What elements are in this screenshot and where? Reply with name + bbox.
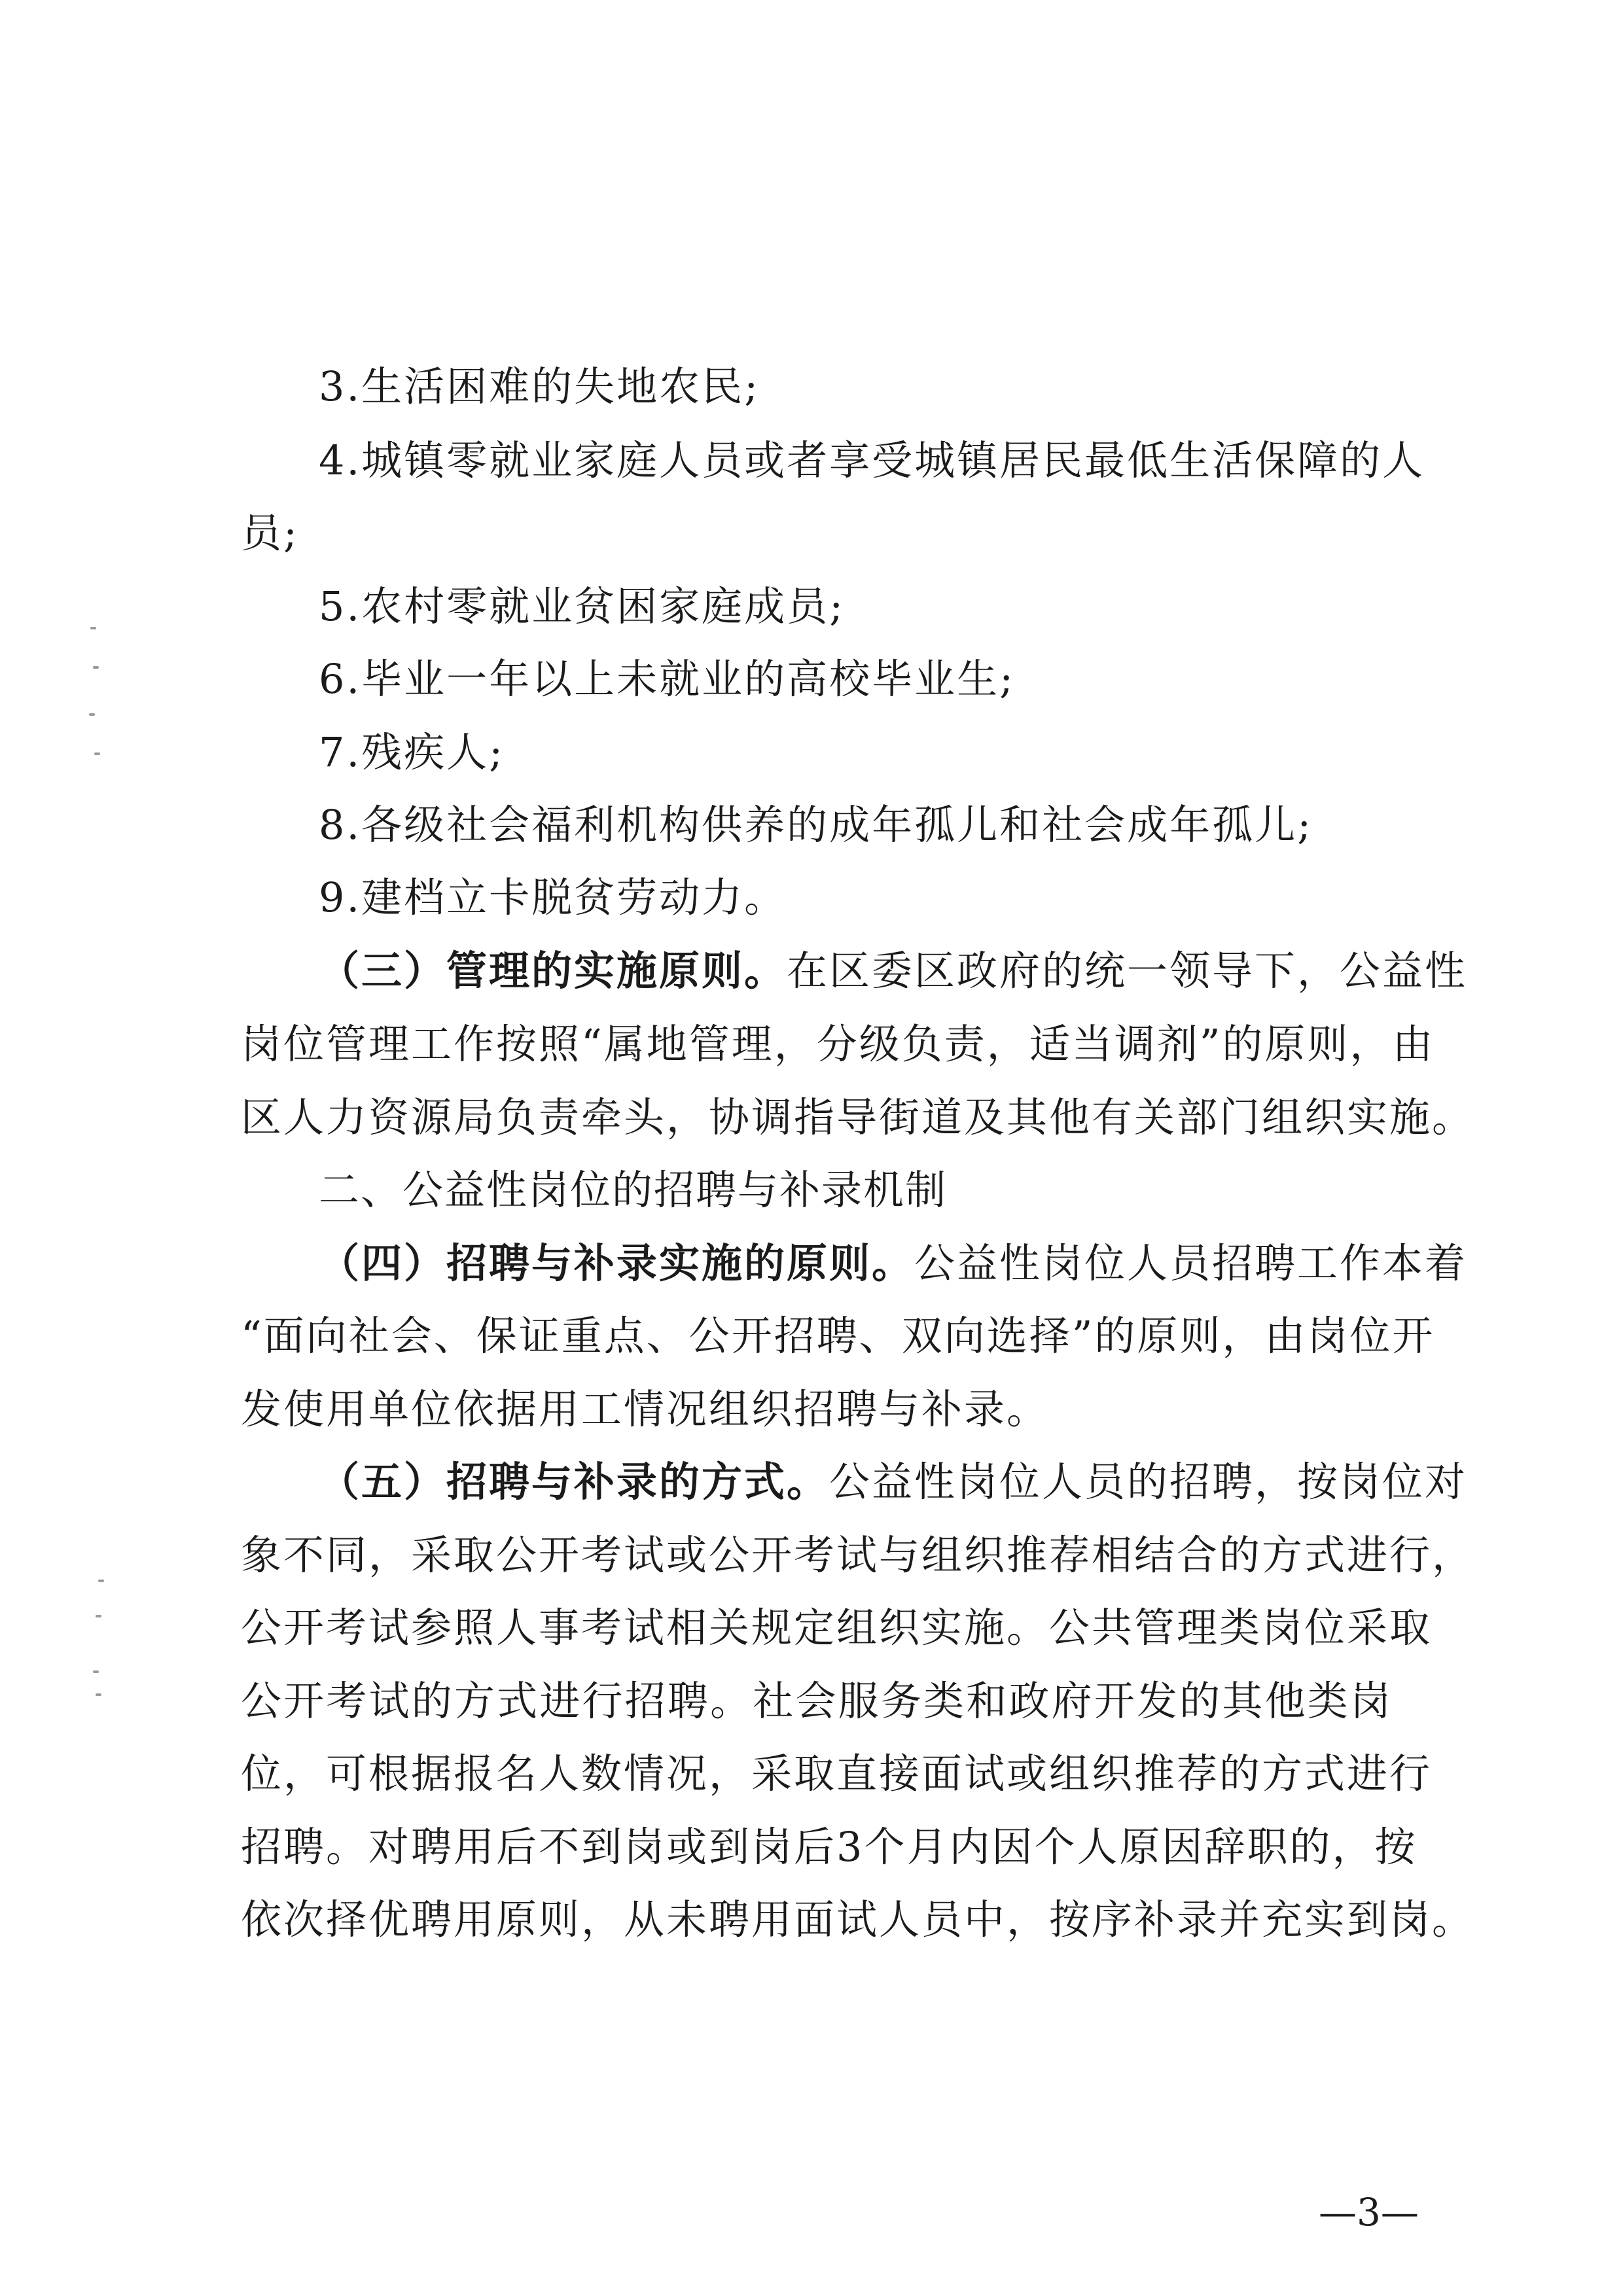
section-heading-2: 二、公益性岗位的招聘与补录机制 <box>319 1166 948 1214</box>
scan-speck <box>90 627 96 629</box>
section-5-line-3: 公开考试参照人事考试相关规定组织实施。公共管理类岗位采取 <box>241 1604 1433 1651</box>
list-item-7: 7.残疾人; <box>319 728 505 776</box>
section-5-line-7: 依次择优聘用原则，从未聘用面试人员中，按序补录并充实到岗。 <box>241 1896 1475 1943</box>
section-5-line-4: 公开考试的方式进行招聘。社会服务类和政府开发的其他类岗 <box>241 1677 1393 1725</box>
scan-speck <box>98 1580 104 1582</box>
list-item-3: 3.生活困难的失地农民; <box>319 362 760 410</box>
section-5-text: 公益性岗位人员的招聘，按岗位对 <box>829 1458 1468 1506</box>
list-item-8: 8.各级社会福利机构供养的成年孤儿和社会成年孤儿; <box>319 801 1313 849</box>
scan-speck <box>96 1615 101 1617</box>
page-number: —3— <box>1319 2190 1419 2234</box>
section-5-title: （五）招聘与补录的方式。 <box>319 1458 830 1506</box>
section-5-line-6: 招聘。对聘用后不到岗或到岗后3个月内因个人原因辞职的，按 <box>241 1823 1418 1871</box>
section-3-title: （三）管理的实施原则。 <box>319 947 787 995</box>
list-item-4-line-1: 4.城镇零就业家庭人员或者享受城镇居民最低生活保障的人 <box>319 436 1425 484</box>
section-4-text: 公益性岗位人员招聘工作本着 <box>914 1239 1468 1287</box>
scan-speck <box>93 666 99 669</box>
section-5-line-1 <box>319 1456 1468 1508</box>
list-item-4-line-2: 员; <box>241 509 299 557</box>
section-3-text: 在区委区政府的统一领导下，公益性 <box>787 947 1468 995</box>
section-3-line-1 <box>319 945 1468 997</box>
section-5-line-5: 位，可根据报名人数情况，采取直接面试或组织推荐的方式进行 <box>241 1750 1433 1797</box>
scan-speck <box>89 713 95 716</box>
section-4-line-2: “面向社会、保证重点、公开招聘、双向选择”的原则，由岗位开 <box>241 1312 1435 1360</box>
list-item-9: 9.建档立卡脱贫劳动力。 <box>319 874 787 921</box>
section-5-line-2: 象不同，采取公开考试或公开考试与组织推荐相结合的方式进行， <box>241 1531 1475 1579</box>
section-3-line-2: 岗位管理工作按照“属地管理，分级负责，适当调剂”的原则，由 <box>241 1020 1435 1068</box>
scan-speck <box>96 1693 101 1696</box>
section-4-title: （四）招聘与补录实施的原则。 <box>319 1239 915 1287</box>
scan-speck <box>94 752 100 755</box>
section-4-line-1 <box>319 1237 1468 1290</box>
list-item-5: 5.农村零就业贫困家庭成员; <box>319 582 846 630</box>
section-3-line-3: 区人力资源局负责牵头，协调指导街道及其他有关部门组织实施。 <box>241 1093 1475 1141</box>
list-item-6: 6.毕业一年以上未就业的高校毕业生; <box>319 655 1016 703</box>
scan-speck <box>93 1670 99 1673</box>
section-4-line-3: 发使用单位依据用工情况组织招聘与补录。 <box>241 1385 1050 1433</box>
